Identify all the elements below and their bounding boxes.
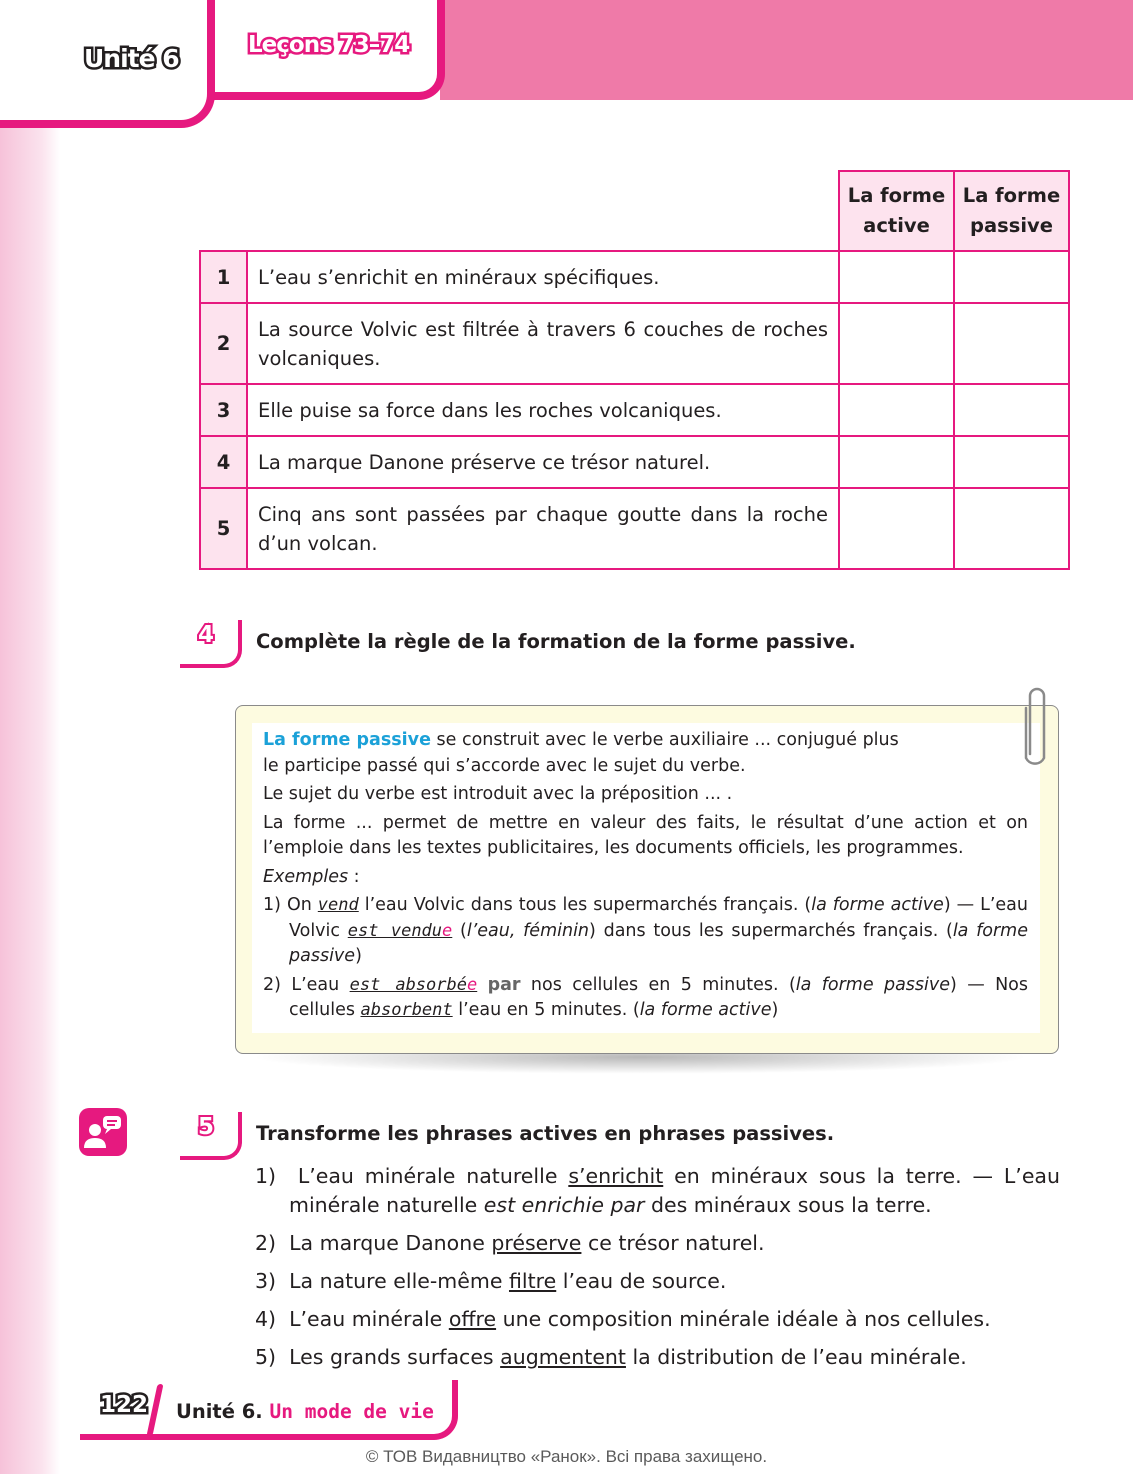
item-number: 4) <box>255 1307 277 1331</box>
example-2-italic: la forme passive <box>795 974 951 995</box>
list-item <box>255 1162 1060 1220</box>
example-1 <box>263 893 1028 970</box>
example-1-text: ) dans tous les supermarchés français. ( <box>589 920 953 941</box>
rule-line3: Le sujet du verbe est introduit avec la préposition ... . <box>263 784 733 804</box>
item-text: en minéraux sous la terre. — L’eau minérale naturelle <box>289 1164 1060 1217</box>
table-header-row <box>200 171 1069 251</box>
examples-colon: : <box>348 866 360 887</box>
rule-line4: La forme ... permet de mettre en valeur des faits, le résultat d’une action et on l’emploie dans les textes publicitaires, les documents officiels, les programmes. <box>263 812 1028 858</box>
rule-term: La forme passive <box>263 730 431 750</box>
item-italic: est enrichie par <box>483 1193 645 1217</box>
example-2-text: L’eau <box>291 974 350 995</box>
handwritten-word <box>350 975 478 995</box>
example-2-text: ) — Nos cellules <box>289 974 1028 1020</box>
handwritten-word: absorbent <box>360 1000 453 1020</box>
page-number: 122 <box>100 1392 149 1418</box>
passive-checkbox-cell[interactable] <box>954 251 1069 303</box>
left-margin-strip <box>0 0 60 1474</box>
exercise-5-title: Transforme les phrases actives en phrases passives. <box>256 1122 835 1145</box>
active-checkbox-cell[interactable] <box>839 436 954 488</box>
row-sentence: L’eau s’enrichit en minéraux spécifiques. <box>247 251 839 303</box>
example-2-text: l’eau en 5 minutes. ( <box>452 1000 640 1020</box>
rule-line1: se construit avec le verbe auxiliaire ... conjugué plus <box>430 730 899 750</box>
underlined-verb: filtre <box>508 1269 557 1293</box>
unit-label: Unité 6 <box>84 44 179 73</box>
row-number: 1 <box>200 251 247 303</box>
examples-label: Exemples <box>263 866 349 887</box>
item-text: La nature elle-même <box>289 1269 509 1293</box>
row-number: 4 <box>200 436 247 488</box>
item-text: des minéraux sous la terre. <box>644 1193 932 1217</box>
example-1-text: ( <box>452 920 467 941</box>
item-text: L’eau minérale <box>289 1307 449 1331</box>
lessons-label: Leçons 73–74 <box>248 32 410 58</box>
list-item <box>255 1343 1060 1372</box>
handwritten-stem: est vendu <box>347 920 443 941</box>
row-number: 5 <box>200 488 247 569</box>
paperclip-icon <box>1024 684 1050 768</box>
row-sentence: La marque Danone préserve ce trésor naturel. <box>247 436 839 488</box>
exercise-4-heading <box>180 620 880 670</box>
footer-unit-prefix: Unité 6. <box>176 1400 263 1423</box>
example-2-number: 2) <box>263 974 292 995</box>
header-band <box>440 0 1133 100</box>
row-sentence: Elle puise sa force dans les roches volcaniques. <box>247 384 839 436</box>
example-1-text: l’eau Volvic dans tous les supermarchés français. ( <box>358 895 812 915</box>
table-row <box>200 488 1069 569</box>
footer-unit-name: Un mode de vie <box>269 1400 434 1423</box>
item-text: L’eau minérale naturelle <box>297 1164 569 1188</box>
passive-checkbox-cell[interactable] <box>954 436 1069 488</box>
item-text: une composition minérale idéale à nos cellules. <box>496 1307 991 1331</box>
passive-checkbox-cell[interactable] <box>954 384 1069 436</box>
item-text: La marque Danone <box>289 1231 492 1255</box>
example-1-number: 1) <box>263 895 287 915</box>
exercise-5-list <box>255 1162 1060 1381</box>
chat-speaker-icon <box>79 1108 127 1156</box>
active-checkbox-cell[interactable] <box>839 384 954 436</box>
handwritten-word: vend <box>317 895 359 915</box>
example-1-italic: la forme passive <box>289 920 1028 966</box>
header-active-line1: La forme <box>847 184 946 207</box>
underlined-verb: offre <box>448 1307 497 1331</box>
header-passive <box>954 171 1069 251</box>
row-sentence: La source Volvic est filtrée à travers 6 couches de roches volcaniques. <box>247 303 839 384</box>
feminine-ending: e <box>442 920 453 941</box>
item-text: Les grands surfaces <box>289 1345 501 1369</box>
item-text: ce trésor naturel. <box>581 1231 765 1255</box>
underlined-verb: s’enrichit <box>568 1164 664 1188</box>
handwritten-stem: est absorbé <box>349 974 467 995</box>
item-text: l’eau de source. <box>556 1269 727 1293</box>
table-row <box>200 251 1069 303</box>
table-row <box>200 436 1069 488</box>
rule-text <box>263 728 1028 1024</box>
feminine-ending: e <box>466 974 478 995</box>
active-checkbox-cell[interactable] <box>839 488 954 569</box>
preposition-par: par <box>487 974 521 995</box>
example-2-italic: la forme active <box>639 1000 772 1020</box>
exercise-4-title: Complète la règle de la formation de la forme passive. <box>256 630 856 653</box>
underlined-verb: augmentent <box>500 1345 626 1369</box>
passive-checkbox-cell[interactable] <box>954 303 1069 384</box>
header-passive-line2: passive <box>970 214 1053 237</box>
handwritten-word <box>348 921 453 941</box>
table-blank-corner <box>200 171 839 251</box>
item-number: 5) <box>255 1345 277 1369</box>
footer-unit-title <box>176 1400 434 1423</box>
table-row <box>200 384 1069 436</box>
example-1-italic: la forme active <box>811 895 944 915</box>
rule-line2: le participe passé qui s’accorde avec le sujet du verbe. <box>263 755 746 776</box>
list-item <box>255 1305 1060 1334</box>
example-2-text: nos cellules en 5 minutes. ( <box>520 974 796 995</box>
list-item <box>255 1267 1060 1296</box>
item-number: 1) <box>255 1164 277 1188</box>
row-number: 2 <box>200 303 247 384</box>
exercise-5-number: 5 <box>198 1114 215 1140</box>
list-item <box>255 1229 1060 1258</box>
header-passive-line1: La forme <box>962 184 1061 207</box>
example-1-italic: l’eau, féminin <box>466 920 590 941</box>
header-active <box>839 171 954 251</box>
example-2-text: ) <box>771 1000 779 1020</box>
exercise-table <box>199 170 1070 570</box>
exercise-4-number: 4 <box>198 622 215 648</box>
table-row <box>200 303 1069 384</box>
example-1-text: On <box>286 895 318 915</box>
header-active-line2: active <box>863 214 930 237</box>
copyright-notice: © ТОВ Видавництво «Ранок». Всі права захищено. <box>365 1447 768 1466</box>
active-checkbox-cell[interactable] <box>839 251 954 303</box>
active-checkbox-cell[interactable] <box>839 303 954 384</box>
passive-checkbox-cell[interactable] <box>954 488 1069 569</box>
underlined-verb: préserve <box>491 1231 582 1255</box>
item-number: 3) <box>255 1269 277 1293</box>
row-number: 3 <box>200 384 247 436</box>
example-1-text: ) — L’eau Volvic <box>289 895 1028 941</box>
exercise-5-heading <box>180 1112 880 1162</box>
example-2 <box>263 973 1028 1024</box>
item-text: la distribution de l’eau minérale. <box>625 1345 967 1369</box>
item-number: 2) <box>255 1231 277 1255</box>
example-1-text: ) <box>355 946 362 966</box>
row-sentence: Cinq ans sont passées par chaque goutte dans la roche d’un volcan. <box>247 488 839 569</box>
